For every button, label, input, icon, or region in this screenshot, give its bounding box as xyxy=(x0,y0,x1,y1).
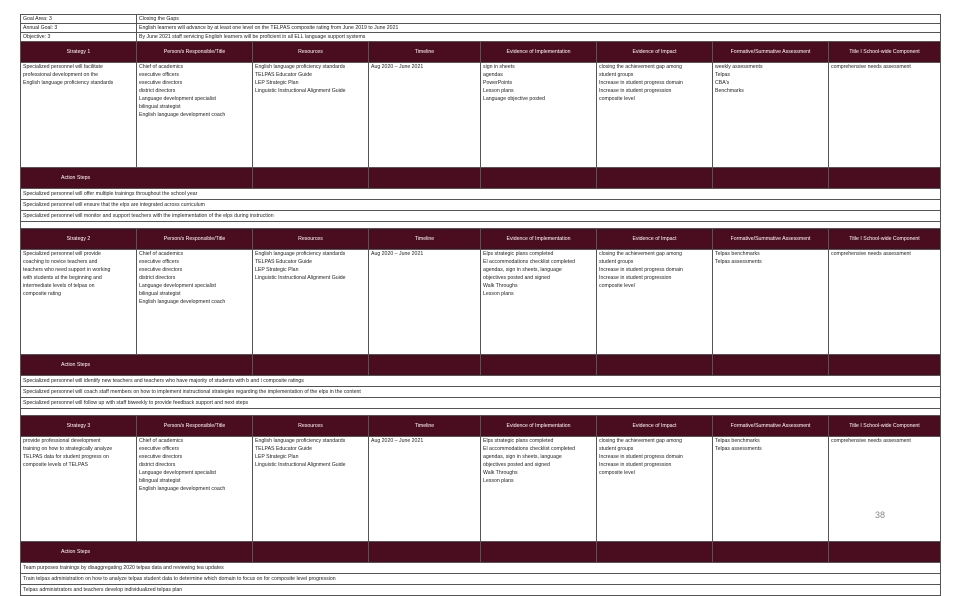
cell-line: Walk Throughs xyxy=(483,470,518,476)
assessment-cell xyxy=(713,63,829,168)
person-header: Person/s Responsible/Title xyxy=(137,42,253,63)
persons-responsible xyxy=(137,63,253,168)
strategy-body-row xyxy=(21,437,941,542)
goal-label: Objective: 3 xyxy=(21,33,137,42)
cell-line: Increase in student progression xyxy=(599,88,672,94)
cell-line: Lesson plans xyxy=(483,88,514,94)
cell-line: English language proficiency standards xyxy=(255,64,346,70)
persons-responsible xyxy=(137,437,253,542)
strategy-description xyxy=(21,250,137,355)
cell-line: Language development specialist xyxy=(139,470,217,476)
assessment-cell xyxy=(713,437,829,542)
cell-line: Language development specialist xyxy=(139,96,217,102)
cell-line: Telpas xyxy=(715,72,730,78)
cell-line: LEP Strategic Plan xyxy=(255,454,299,460)
cell-line: Lesson plans xyxy=(483,291,514,297)
cell-line: English language development coach xyxy=(139,486,226,492)
cell-line: TELPAS Educator Guide xyxy=(255,259,312,265)
cell-line: TELPAS Educator Guide xyxy=(255,72,312,78)
cell-line: Linguistic Instructional Alignment Guide xyxy=(255,275,346,281)
cell-line: Telpas assessments xyxy=(715,446,762,452)
cell-line: composite level xyxy=(599,96,635,102)
action-steps-filler xyxy=(369,168,481,189)
action-step-row xyxy=(21,563,941,574)
cell-line: El accommodations checklist completed xyxy=(483,259,575,265)
action-step-text: Specialized personnel will ensure that the elps are integrated across curriculum xyxy=(21,200,941,211)
action-steps-filler xyxy=(369,542,481,563)
cell-line: closing the achievement gap among xyxy=(599,438,683,444)
action-step-row xyxy=(21,200,941,211)
cell-line: Increase in student progression xyxy=(599,462,672,468)
cell-line: composite level xyxy=(599,283,635,289)
resources-cell xyxy=(253,437,369,542)
goal-value: Closing the Gaps xyxy=(137,15,941,24)
resources-cell xyxy=(253,250,369,355)
spacer-cell xyxy=(21,409,941,416)
cell-line: bilingual strategist xyxy=(139,478,181,484)
goal-label: Goal Area: 3 xyxy=(21,15,137,24)
action-step-text: Specialized personnel will coach staff members on how to implement instructional strategies regarding the implementation of the elps in the content xyxy=(21,387,941,398)
column-header: Evidence of Implementation xyxy=(481,416,597,437)
strategy-label: Strategy 3 xyxy=(21,416,137,437)
action-step-text: Train telpas administration on how to analyze telpas student data to determine which domain to focus on for composite level progression xyxy=(21,574,941,585)
action-steps-label: Action Steps xyxy=(21,355,253,376)
cell-line: comprehensive needs assessment xyxy=(831,64,911,70)
action-steps-row xyxy=(21,168,941,189)
cell-line: executive officers xyxy=(139,259,179,265)
column-header: Resources xyxy=(253,416,369,437)
persons-responsible xyxy=(137,250,253,355)
cell-line: district directors xyxy=(139,88,176,94)
cell-line: English language development coach xyxy=(139,112,226,118)
cell-line: Linguistic Instructional Alignment Guide xyxy=(255,462,346,468)
action-step-row xyxy=(21,211,941,222)
cell-line: English language proficiency standards xyxy=(255,251,346,257)
cell-line: sign in sheets xyxy=(483,64,515,70)
cell-line: professional development on the xyxy=(23,72,98,78)
cell-line: English language proficiency standards xyxy=(23,80,114,86)
evidence-impact-cell xyxy=(597,63,713,168)
evidence-impact-cell xyxy=(597,250,713,355)
cell-line: student groups xyxy=(599,259,634,265)
page-number: 38 xyxy=(875,510,886,520)
column-header: Title I School-wide Component xyxy=(829,229,941,250)
goal-row xyxy=(21,15,941,24)
action-step-text: Team purposes trainings by disaggregating 2020 telpas data and reviewing tea updates xyxy=(21,563,941,574)
action-steps-filler xyxy=(369,355,481,376)
strategy-header-row xyxy=(21,229,941,250)
action-steps-row xyxy=(21,542,941,563)
cell-line: Chief of academics xyxy=(139,64,184,70)
cell-line: Specialized personnel will provide xyxy=(23,251,101,257)
cell-line: with students at the beginning and xyxy=(23,275,102,281)
action-step-text: Specialized personnel will identify new teachers and teachers who have majority of students with b and i composite ratings xyxy=(21,376,941,387)
cell-line: Elps strategic plans completed xyxy=(483,251,554,257)
action-steps-label: Action Steps xyxy=(21,542,253,563)
column-header: Evidence of Implementation xyxy=(481,42,597,63)
strategy-header-row xyxy=(21,416,941,437)
column-header: Evidence of Impact xyxy=(597,42,713,63)
cell-line: student groups xyxy=(599,72,634,78)
cell-line: student groups xyxy=(599,446,634,452)
column-header: Resources xyxy=(253,42,369,63)
strategy-label: Strategy 1 xyxy=(21,42,137,63)
column-header: Title I School-wide Component xyxy=(829,42,941,63)
cell-line: Benchmarks xyxy=(715,88,744,94)
action-step-row xyxy=(21,189,941,200)
cell-line: agendas xyxy=(483,72,503,78)
person-header: Person/s Responsible/Title xyxy=(137,416,253,437)
person-header: Person/s Responsible/Title xyxy=(137,229,253,250)
cell-line: Telpas assessments xyxy=(715,259,762,265)
spacer-row xyxy=(21,409,941,416)
planning-document xyxy=(20,14,940,596)
cell-line: Increase in student progression xyxy=(599,275,672,281)
action-steps-filler xyxy=(253,355,369,376)
strategy-label: Strategy 2 xyxy=(21,229,137,250)
strategy-description xyxy=(21,437,137,542)
cell-line: Aug 2020 – June 2021 xyxy=(371,438,424,444)
strategy-body-row xyxy=(21,250,941,355)
cell-line: district directors xyxy=(139,462,176,468)
strategy-header-row xyxy=(21,42,941,63)
action-steps-filler xyxy=(597,355,713,376)
component-cell xyxy=(829,250,941,355)
cell-line: agendas, sign in sheets, language xyxy=(483,267,562,273)
action-steps-row xyxy=(21,355,941,376)
cell-line: executive officers xyxy=(139,446,179,452)
cell-line: comprehensive needs assessment xyxy=(831,251,911,257)
cell-line: Chief of academics xyxy=(139,438,184,444)
cell-line: executive directors xyxy=(139,80,183,86)
action-steps-filler xyxy=(481,542,597,563)
cell-line: Increase in student progress domain xyxy=(599,80,683,86)
action-steps-filler xyxy=(713,168,829,189)
cell-line: English language proficiency standards xyxy=(255,438,346,444)
cell-line: Telpas benchmarks xyxy=(715,438,760,444)
goal-row xyxy=(21,24,941,33)
cell-line: Elps strategic plans completed xyxy=(483,438,554,444)
cell-line: closing the achievement gap among xyxy=(599,251,683,257)
cell-line: Language development specialist xyxy=(139,283,217,289)
action-steps-filler xyxy=(481,168,597,189)
column-header: Evidence of Impact xyxy=(597,229,713,250)
cell-line: LEP Strategic Plan xyxy=(255,80,299,86)
cell-line: TELPAS data for student progress on xyxy=(23,454,109,460)
cell-line: objectives posted and signed xyxy=(483,462,550,468)
action-step-text: Specialized personnel will follow up with staff biweekly to provide feedback support and next steps xyxy=(21,398,941,409)
cell-line: executive officers xyxy=(139,72,179,78)
cell-line: executive directors xyxy=(139,454,183,460)
column-header: Resources xyxy=(253,229,369,250)
action-steps-filler xyxy=(597,168,713,189)
cell-line: Specialized personnel will facilitate xyxy=(23,64,103,70)
action-steps-filler xyxy=(253,168,369,189)
action-steps-filler xyxy=(829,355,941,376)
action-step-row xyxy=(21,387,941,398)
column-header: Title I School-wide Component xyxy=(829,416,941,437)
action-steps-filler xyxy=(713,355,829,376)
action-step-row xyxy=(21,376,941,387)
cell-line: Aug 2020 – June 2021 xyxy=(371,64,424,70)
goal-row xyxy=(21,33,941,42)
action-step-text: Specialized personnel will offer multiple trainings throughout the school year xyxy=(21,189,941,200)
cell-line: training on how to strategically analyze xyxy=(23,446,113,452)
action-steps-filler xyxy=(597,542,713,563)
action-step-text: Specialized personnel will monitor and support teachers with the implementation of the elps during instruction xyxy=(21,211,941,222)
cell-line: weekly assessments xyxy=(715,64,763,70)
resources-cell xyxy=(253,63,369,168)
evidence-implementation-cell xyxy=(481,250,597,355)
cell-line: agendas, sign in sheets, language xyxy=(483,454,562,460)
column-header: Evidence of Implementation xyxy=(481,229,597,250)
evidence-implementation-cell xyxy=(481,437,597,542)
cell-line: TELPAS Educator Guide xyxy=(255,446,312,452)
cell-line: bilingual strategist xyxy=(139,104,181,110)
evidence-impact-cell xyxy=(597,437,713,542)
spacer-cell xyxy=(21,222,941,229)
cell-line: PowerPoints xyxy=(483,80,513,86)
cell-line: Lesson plans xyxy=(483,478,514,484)
cell-line: executive directors xyxy=(139,267,183,273)
cell-line: comprehensive needs assessment xyxy=(831,438,911,444)
action-step-row xyxy=(21,574,941,585)
cell-line: teachers who need support in working xyxy=(23,267,111,273)
column-header: Formative/Summative Assessment xyxy=(713,416,829,437)
cell-line: bilingual strategist xyxy=(139,291,181,297)
cell-line: intermediate levels of telpas on xyxy=(23,283,95,289)
cell-line: closing the achievement gap among xyxy=(599,64,683,70)
cell-line: CBA's xyxy=(715,80,730,86)
column-header: Timeline xyxy=(369,416,481,437)
action-step-row xyxy=(21,398,941,409)
cell-line: Increase in student progress domain xyxy=(599,267,683,273)
cell-line: LEP Strategic Plan xyxy=(255,267,299,273)
cell-line: Telpas benchmarks xyxy=(715,251,760,257)
cell-line: Increase in student progress domain xyxy=(599,454,683,460)
cell-line: composite rating xyxy=(23,291,62,297)
cell-line: Linguistic Instructional Alignment Guide xyxy=(255,88,346,94)
goal-label: Annual Goal: 3 xyxy=(21,24,137,33)
evidence-implementation-cell xyxy=(481,63,597,168)
cell-line: objectives posted and signed xyxy=(483,275,550,281)
column-header: Evidence of Impact xyxy=(597,416,713,437)
assessment-cell xyxy=(713,250,829,355)
cell-line: Chief of academics xyxy=(139,251,184,257)
cell-line: provide professional development xyxy=(23,438,101,444)
cell-line: coaching to novice teachers and xyxy=(23,259,98,265)
cell-line: composite level xyxy=(599,470,635,476)
action-steps-filler xyxy=(253,542,369,563)
strategy-body-row xyxy=(21,63,941,168)
timeline-cell xyxy=(369,250,481,355)
action-steps-filler xyxy=(481,355,597,376)
timeline-cell xyxy=(369,63,481,168)
strategy-description xyxy=(21,63,137,168)
action-step-row xyxy=(21,585,941,596)
column-header: Formative/Summative Assessment xyxy=(713,229,829,250)
column-header: Timeline xyxy=(369,42,481,63)
action-step-text: Telpas administrators and teachers develop individualized telpas plan xyxy=(21,585,941,596)
cell-line: district directors xyxy=(139,275,176,281)
cell-line: Aug 2020 – June 2021 xyxy=(371,251,424,257)
column-header: Formative/Summative Assessment xyxy=(713,42,829,63)
spacer-row xyxy=(21,222,941,229)
action-steps-filler xyxy=(829,542,941,563)
timeline-cell xyxy=(369,437,481,542)
cell-line: Walk Throughs xyxy=(483,283,518,289)
cell-line: English language development coach xyxy=(139,299,226,305)
action-steps-filler xyxy=(829,168,941,189)
action-steps-filler xyxy=(713,542,829,563)
goal-table xyxy=(20,14,941,596)
goal-value: English learners will advance by at least one level on the TELPAS composite rating from June 2019 to June 2021 xyxy=(137,24,941,33)
component-cell xyxy=(829,63,941,168)
cell-line: composite levels of TELPAS xyxy=(23,462,88,468)
cell-line: El accommodations checklist completed xyxy=(483,446,575,452)
goal-value: By June 2021 staff servicing English learners will be proficient in all ELL language support systems xyxy=(137,33,941,42)
component-cell xyxy=(829,437,941,542)
column-header: Timeline xyxy=(369,229,481,250)
cell-line: Language objective posted xyxy=(483,96,546,102)
action-steps-label: Action Steps xyxy=(21,168,253,189)
